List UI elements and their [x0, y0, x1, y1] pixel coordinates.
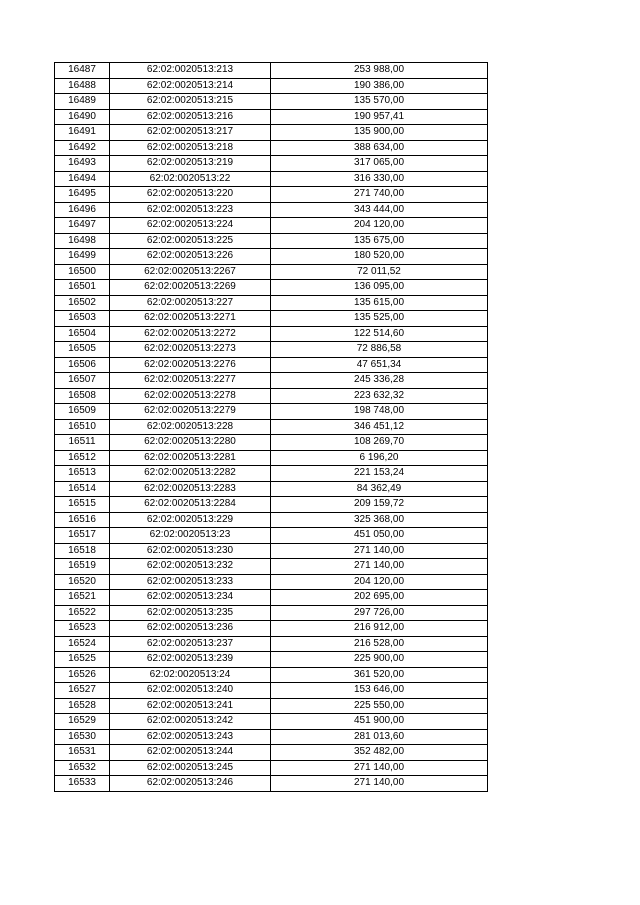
cadastral-value-cell: 108 269,70 — [271, 435, 488, 451]
row-number-cell: 16528 — [55, 698, 110, 714]
row-number-cell: 16494 — [55, 171, 110, 187]
row-number-cell: 16531 — [55, 745, 110, 761]
cadastral-number-cell: 62:02:0020513:219 — [110, 156, 271, 172]
cadastral-value-cell: 190 957,41 — [271, 109, 488, 125]
cadastral-number-cell: 62:02:0020513:2284 — [110, 497, 271, 513]
cadastral-value-cell: 221 153,24 — [271, 466, 488, 482]
row-number-cell: 16529 — [55, 714, 110, 730]
cadastral-value-cell: 135 900,00 — [271, 125, 488, 141]
cadastral-value-table — [54, 62, 488, 792]
row-number-cell: 16521 — [55, 590, 110, 606]
cadastral-value-cell: 190 386,00 — [271, 78, 488, 94]
row-number-cell: 16496 — [55, 202, 110, 218]
cadastral-number-cell: 62:02:0020513:2278 — [110, 388, 271, 404]
cadastral-value-cell: 271 140,00 — [271, 776, 488, 792]
row-number-cell: 16526 — [55, 667, 110, 683]
row-number-cell: 16490 — [55, 109, 110, 125]
table-row — [55, 326, 488, 342]
cadastral-value-cell: 225 550,00 — [271, 698, 488, 714]
table-row — [55, 357, 488, 373]
cadastral-value-cell: 281 013,60 — [271, 729, 488, 745]
row-number-cell: 16525 — [55, 652, 110, 668]
table-row — [55, 683, 488, 699]
cadastral-number-cell: 62:02:0020513:229 — [110, 512, 271, 528]
table-row — [55, 652, 488, 668]
cadastral-value-cell: 122 514,60 — [271, 326, 488, 342]
cadastral-number-cell: 62:02:0020513:22 — [110, 171, 271, 187]
table-row — [55, 218, 488, 234]
row-number-cell: 16491 — [55, 125, 110, 141]
cadastral-number-cell: 62:02:0020513:242 — [110, 714, 271, 730]
table-row — [55, 264, 488, 280]
cadastral-number-cell: 62:02:0020513:240 — [110, 683, 271, 699]
cadastral-value-cell: 198 748,00 — [271, 404, 488, 420]
table-row — [55, 559, 488, 575]
cadastral-value-cell: 271 140,00 — [271, 543, 488, 559]
row-number-cell: 16508 — [55, 388, 110, 404]
table-row — [55, 249, 488, 265]
cadastral-value-cell: 316 330,00 — [271, 171, 488, 187]
table-row — [55, 373, 488, 389]
cadastral-value-cell: 135 675,00 — [271, 233, 488, 249]
cadastral-value-cell: 136 095,00 — [271, 280, 488, 296]
table-row — [55, 78, 488, 94]
cadastral-number-cell: 62:02:0020513:2281 — [110, 450, 271, 466]
table-body — [55, 63, 488, 792]
cadastral-value-cell: 204 120,00 — [271, 218, 488, 234]
cadastral-value-cell: 180 520,00 — [271, 249, 488, 265]
table-row — [55, 156, 488, 172]
cadastral-number-cell: 62:02:0020513:24 — [110, 667, 271, 683]
table-row — [55, 745, 488, 761]
cadastral-number-cell: 62:02:0020513:214 — [110, 78, 271, 94]
cadastral-number-cell: 62:02:0020513:226 — [110, 249, 271, 265]
table-row — [55, 450, 488, 466]
table-row — [55, 140, 488, 156]
table-row — [55, 466, 488, 482]
cadastral-value-cell: 388 634,00 — [271, 140, 488, 156]
cadastral-value-cell: 271 140,00 — [271, 559, 488, 575]
cadastral-value-cell: 135 615,00 — [271, 295, 488, 311]
row-number-cell: 16492 — [55, 140, 110, 156]
cadastral-value-cell: 135 570,00 — [271, 94, 488, 110]
cadastral-value-cell: 317 065,00 — [271, 156, 488, 172]
table-row — [55, 729, 488, 745]
table-row — [55, 342, 488, 358]
table-row — [55, 512, 488, 528]
cadastral-value-cell: 271 740,00 — [271, 187, 488, 203]
cadastral-number-cell: 62:02:0020513:2280 — [110, 435, 271, 451]
table-row — [55, 497, 488, 513]
table-row — [55, 698, 488, 714]
table-row — [55, 590, 488, 606]
row-number-cell: 16530 — [55, 729, 110, 745]
cadastral-number-cell: 62:02:0020513:246 — [110, 776, 271, 792]
cadastral-number-cell: 62:02:0020513:23 — [110, 528, 271, 544]
cadastral-number-cell: 62:02:0020513:2269 — [110, 280, 271, 296]
row-number-cell: 16497 — [55, 218, 110, 234]
row-number-cell: 16506 — [55, 357, 110, 373]
cadastral-value-cell: 297 726,00 — [271, 605, 488, 621]
table-row — [55, 404, 488, 420]
table-row — [55, 528, 488, 544]
row-number-cell: 16524 — [55, 636, 110, 652]
table-row — [55, 125, 488, 141]
cadastral-value-cell: 343 444,00 — [271, 202, 488, 218]
cadastral-number-cell: 62:02:0020513:2276 — [110, 357, 271, 373]
cadastral-number-cell: 62:02:0020513:232 — [110, 559, 271, 575]
row-number-cell: 16488 — [55, 78, 110, 94]
row-number-cell: 16498 — [55, 233, 110, 249]
table-row — [55, 233, 488, 249]
row-number-cell: 16499 — [55, 249, 110, 265]
cadastral-number-cell: 62:02:0020513:230 — [110, 543, 271, 559]
cadastral-value-cell: 451 050,00 — [271, 528, 488, 544]
table-row — [55, 481, 488, 497]
row-number-cell: 16527 — [55, 683, 110, 699]
cadastral-number-cell: 62:02:0020513:233 — [110, 574, 271, 590]
table-row — [55, 621, 488, 637]
cadastral-value-cell: 225 900,00 — [271, 652, 488, 668]
cadastral-number-cell: 62:02:0020513:224 — [110, 218, 271, 234]
cadastral-value-cell: 216 912,00 — [271, 621, 488, 637]
table-row — [55, 574, 488, 590]
cadastral-number-cell: 62:02:0020513:241 — [110, 698, 271, 714]
cadastral-number-cell: 62:02:0020513:216 — [110, 109, 271, 125]
cadastral-number-cell: 62:02:0020513:2272 — [110, 326, 271, 342]
cadastral-number-cell: 62:02:0020513:243 — [110, 729, 271, 745]
cadastral-value-cell: 361 520,00 — [271, 667, 488, 683]
table-row — [55, 295, 488, 311]
table-row — [55, 714, 488, 730]
row-number-cell: 16493 — [55, 156, 110, 172]
cadastral-number-cell: 62:02:0020513:228 — [110, 419, 271, 435]
cadastral-number-cell: 62:02:0020513:220 — [110, 187, 271, 203]
table-row — [55, 202, 488, 218]
row-number-cell: 16511 — [55, 435, 110, 451]
cadastral-number-cell: 62:02:0020513:2282 — [110, 466, 271, 482]
cadastral-value-cell: 253 988,00 — [271, 63, 488, 79]
row-number-cell: 16507 — [55, 373, 110, 389]
row-number-cell: 16504 — [55, 326, 110, 342]
cadastral-value-cell: 72 886,58 — [271, 342, 488, 358]
cadastral-number-cell: 62:02:0020513:245 — [110, 760, 271, 776]
cadastral-number-cell: 62:02:0020513:2283 — [110, 481, 271, 497]
cadastral-number-cell: 62:02:0020513:213 — [110, 63, 271, 79]
cadastral-number-cell: 62:02:0020513:225 — [110, 233, 271, 249]
cadastral-value-cell: 135 525,00 — [271, 311, 488, 327]
row-number-cell: 16503 — [55, 311, 110, 327]
row-number-cell: 16532 — [55, 760, 110, 776]
cadastral-number-cell: 62:02:0020513:239 — [110, 652, 271, 668]
row-number-cell: 16520 — [55, 574, 110, 590]
row-number-cell: 16489 — [55, 94, 110, 110]
cadastral-value-cell: 223 632,32 — [271, 388, 488, 404]
row-number-cell: 16518 — [55, 543, 110, 559]
cadastral-value-cell: 72 011,52 — [271, 264, 488, 280]
row-number-cell: 16517 — [55, 528, 110, 544]
row-number-cell: 16533 — [55, 776, 110, 792]
cadastral-value-cell: 6 196,20 — [271, 450, 488, 466]
row-number-cell: 16523 — [55, 621, 110, 637]
cadastral-value-cell: 325 368,00 — [271, 512, 488, 528]
table-row — [55, 171, 488, 187]
cadastral-value-cell: 204 120,00 — [271, 574, 488, 590]
cadastral-number-cell: 62:02:0020513:2271 — [110, 311, 271, 327]
cadastral-number-cell: 62:02:0020513:234 — [110, 590, 271, 606]
cadastral-value-cell: 202 695,00 — [271, 590, 488, 606]
row-number-cell: 16512 — [55, 450, 110, 466]
table-row — [55, 605, 488, 621]
table-row — [55, 760, 488, 776]
row-number-cell: 16487 — [55, 63, 110, 79]
row-number-cell: 16502 — [55, 295, 110, 311]
cadastral-value-cell: 352 482,00 — [271, 745, 488, 761]
cadastral-number-cell: 62:02:0020513:2277 — [110, 373, 271, 389]
row-number-cell: 16495 — [55, 187, 110, 203]
table-row — [55, 187, 488, 203]
row-number-cell: 16515 — [55, 497, 110, 513]
cadastral-value-cell: 209 159,72 — [271, 497, 488, 513]
row-number-cell: 16513 — [55, 466, 110, 482]
row-number-cell: 16519 — [55, 559, 110, 575]
cadastral-number-cell: 62:02:0020513:244 — [110, 745, 271, 761]
cadastral-number-cell: 62:02:0020513:223 — [110, 202, 271, 218]
cadastral-value-cell: 153 646,00 — [271, 683, 488, 699]
row-number-cell: 16514 — [55, 481, 110, 497]
table-row — [55, 388, 488, 404]
cadastral-number-cell: 62:02:0020513:217 — [110, 125, 271, 141]
row-number-cell: 16509 — [55, 404, 110, 420]
row-number-cell: 16501 — [55, 280, 110, 296]
cadastral-value-cell: 271 140,00 — [271, 760, 488, 776]
cadastral-number-cell: 62:02:0020513:2267 — [110, 264, 271, 280]
table-row — [55, 63, 488, 79]
cadastral-value-cell: 84 362,49 — [271, 481, 488, 497]
table-row — [55, 435, 488, 451]
cadastral-number-cell: 62:02:0020513:237 — [110, 636, 271, 652]
cadastral-number-cell: 62:02:0020513:236 — [110, 621, 271, 637]
cadastral-value-cell: 245 336,28 — [271, 373, 488, 389]
cadastral-number-cell: 62:02:0020513:218 — [110, 140, 271, 156]
cadastral-value-cell: 451 900,00 — [271, 714, 488, 730]
table-row — [55, 94, 488, 110]
row-number-cell: 16522 — [55, 605, 110, 621]
table-row — [55, 543, 488, 559]
cadastral-value-cell: 346 451,12 — [271, 419, 488, 435]
cadastral-value-cell: 216 528,00 — [271, 636, 488, 652]
table-row — [55, 109, 488, 125]
table-row — [55, 667, 488, 683]
table-row — [55, 636, 488, 652]
table-row — [55, 776, 488, 792]
cadastral-number-cell: 62:02:0020513:2273 — [110, 342, 271, 358]
row-number-cell: 16516 — [55, 512, 110, 528]
table-row — [55, 311, 488, 327]
cadastral-number-cell: 62:02:0020513:215 — [110, 94, 271, 110]
row-number-cell: 16500 — [55, 264, 110, 280]
table-row — [55, 419, 488, 435]
cadastral-number-cell: 62:02:0020513:235 — [110, 605, 271, 621]
row-number-cell: 16505 — [55, 342, 110, 358]
cadastral-value-cell: 47 651,34 — [271, 357, 488, 373]
cadastral-number-cell: 62:02:0020513:2279 — [110, 404, 271, 420]
row-number-cell: 16510 — [55, 419, 110, 435]
table-row — [55, 280, 488, 296]
cadastral-number-cell: 62:02:0020513:227 — [110, 295, 271, 311]
